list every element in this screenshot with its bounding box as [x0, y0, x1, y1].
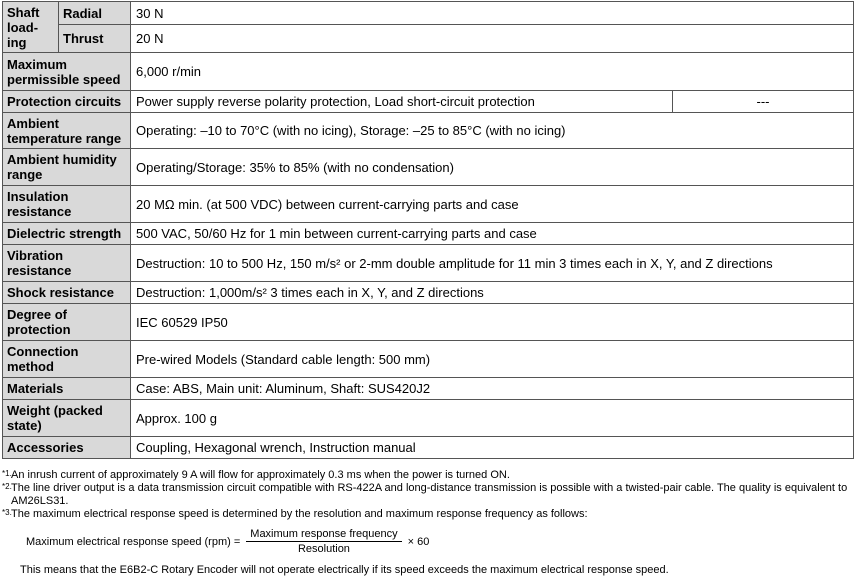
table-row — [3, 245, 854, 282]
spec-table — [2, 1, 854, 459]
protection-value-alt: --- — [673, 91, 854, 113]
table-row — [3, 91, 854, 113]
formula-multiplier: × 60 — [407, 535, 430, 548]
formula-denominator: Resolution — [297, 543, 350, 555]
insulation-value: 20 MΩ min. (at 500 VDC) between current-carrying parts and case — [131, 186, 854, 223]
insulation-label: Insulation resistance — [3, 186, 131, 223]
vibration-value: Destruction: 10 to 500 Hz, 150 m/s² or 2-mm double amplitude for 11 min 3 times each in X, Y, and Z directions — [131, 245, 854, 282]
table-row — [3, 113, 854, 149]
footnotes — [2, 469, 850, 521]
table-row — [3, 378, 854, 400]
weight-value: Approx. 100 g — [131, 400, 854, 437]
table-row — [3, 223, 854, 245]
formula-fraction — [246, 528, 401, 555]
dielectric-value: 500 VAC, 50/60 Hz for 1 min between current-carrying parts and case — [131, 223, 854, 245]
formula-numerator: Maximum response frequency — [246, 528, 401, 542]
footnote-text: The maximum electrical response speed is determined by the resolution and maximum response frequency as follows: — [11, 508, 588, 520]
shock-value: Destruction: 1,000m/s² 3 times each in X, Y, and Z directions — [131, 282, 854, 304]
table-row — [3, 437, 854, 459]
response-speed-formula — [26, 528, 429, 555]
max-speed-label: Maximum permissible speed — [3, 53, 131, 91]
table-row — [3, 341, 854, 378]
ambient-humidity-label: Ambient humidity range — [3, 149, 131, 186]
footnote-text: The line driver output is a data transmission circuit compatible with RS-422A and long-distance transmission is possible with a twisted-pair cable. The quality is equivalent to AM26LS31. — [11, 482, 848, 507]
dielectric-label: Dielectric strength — [3, 223, 131, 245]
protection-degree-label: Degree of protection — [3, 304, 131, 341]
ambient-temp-value: Operating: –10 to 70°C (with no icing), Storage: –25 to 85°C (with no icing) — [131, 113, 854, 149]
table-row — [3, 2, 854, 25]
radial-value: 30 N — [131, 2, 854, 25]
table-row — [3, 53, 854, 91]
protection-degree-value: IEC 60529 IP50 — [131, 304, 854, 341]
max-speed-value: 6,000 r/min — [131, 53, 854, 91]
table-row — [3, 282, 854, 304]
radial-label: Radial — [59, 2, 131, 25]
connection-value: Pre-wired Models (Standard cable length: 500 mm) — [131, 341, 854, 378]
footnote-text: An inrush current of approximately 9 A will flow for approximately 0.3 ms when the power is turned ON. — [11, 469, 510, 481]
footnote-number: *2. — [2, 482, 12, 491]
table-row — [3, 149, 854, 186]
vibration-label: Vibration resistance — [3, 245, 131, 282]
shock-label: Shock resistance — [3, 282, 131, 304]
protection-label: Protection circuits — [3, 91, 131, 113]
shaft-loading-label: Shaft load-ing — [3, 2, 59, 53]
connection-label: Connection method — [3, 341, 131, 378]
protection-value: Power supply reverse polarity protection, Load short-circuit protection — [131, 91, 673, 113]
materials-value: Case: ABS, Main unit: Aluminum, Shaft: SUS420J2 — [131, 378, 854, 400]
thrust-label: Thrust — [59, 25, 131, 53]
formula-lhs: Maximum electrical response speed (rpm) = — [26, 535, 241, 548]
footnote-number: *3. — [2, 508, 12, 517]
materials-label: Materials — [3, 378, 131, 400]
footnote-3 — [2, 508, 850, 521]
final-note: This means that the E6B2-C Rotary Encoder will not operate electrically if its speed exceeds the maximum electrical response speed. — [20, 564, 669, 576]
footnote-number: *1. — [2, 469, 12, 478]
table-row — [3, 304, 854, 341]
thrust-value: 20 N — [131, 25, 854, 53]
ambient-temp-label: Ambient temperature range — [3, 113, 131, 149]
ambient-humidity-value: Operating/Storage: 35% to 85% (with no condensation) — [131, 149, 854, 186]
accessories-value: Coupling, Hexagonal wrench, Instruction manual — [131, 437, 854, 459]
table-row — [3, 25, 854, 53]
table-row — [3, 186, 854, 223]
table-row — [3, 400, 854, 437]
footnote-1 — [2, 469, 850, 482]
weight-label: Weight (packed state) — [3, 400, 131, 437]
footnote-2 — [2, 482, 850, 508]
accessories-label: Accessories — [3, 437, 131, 459]
